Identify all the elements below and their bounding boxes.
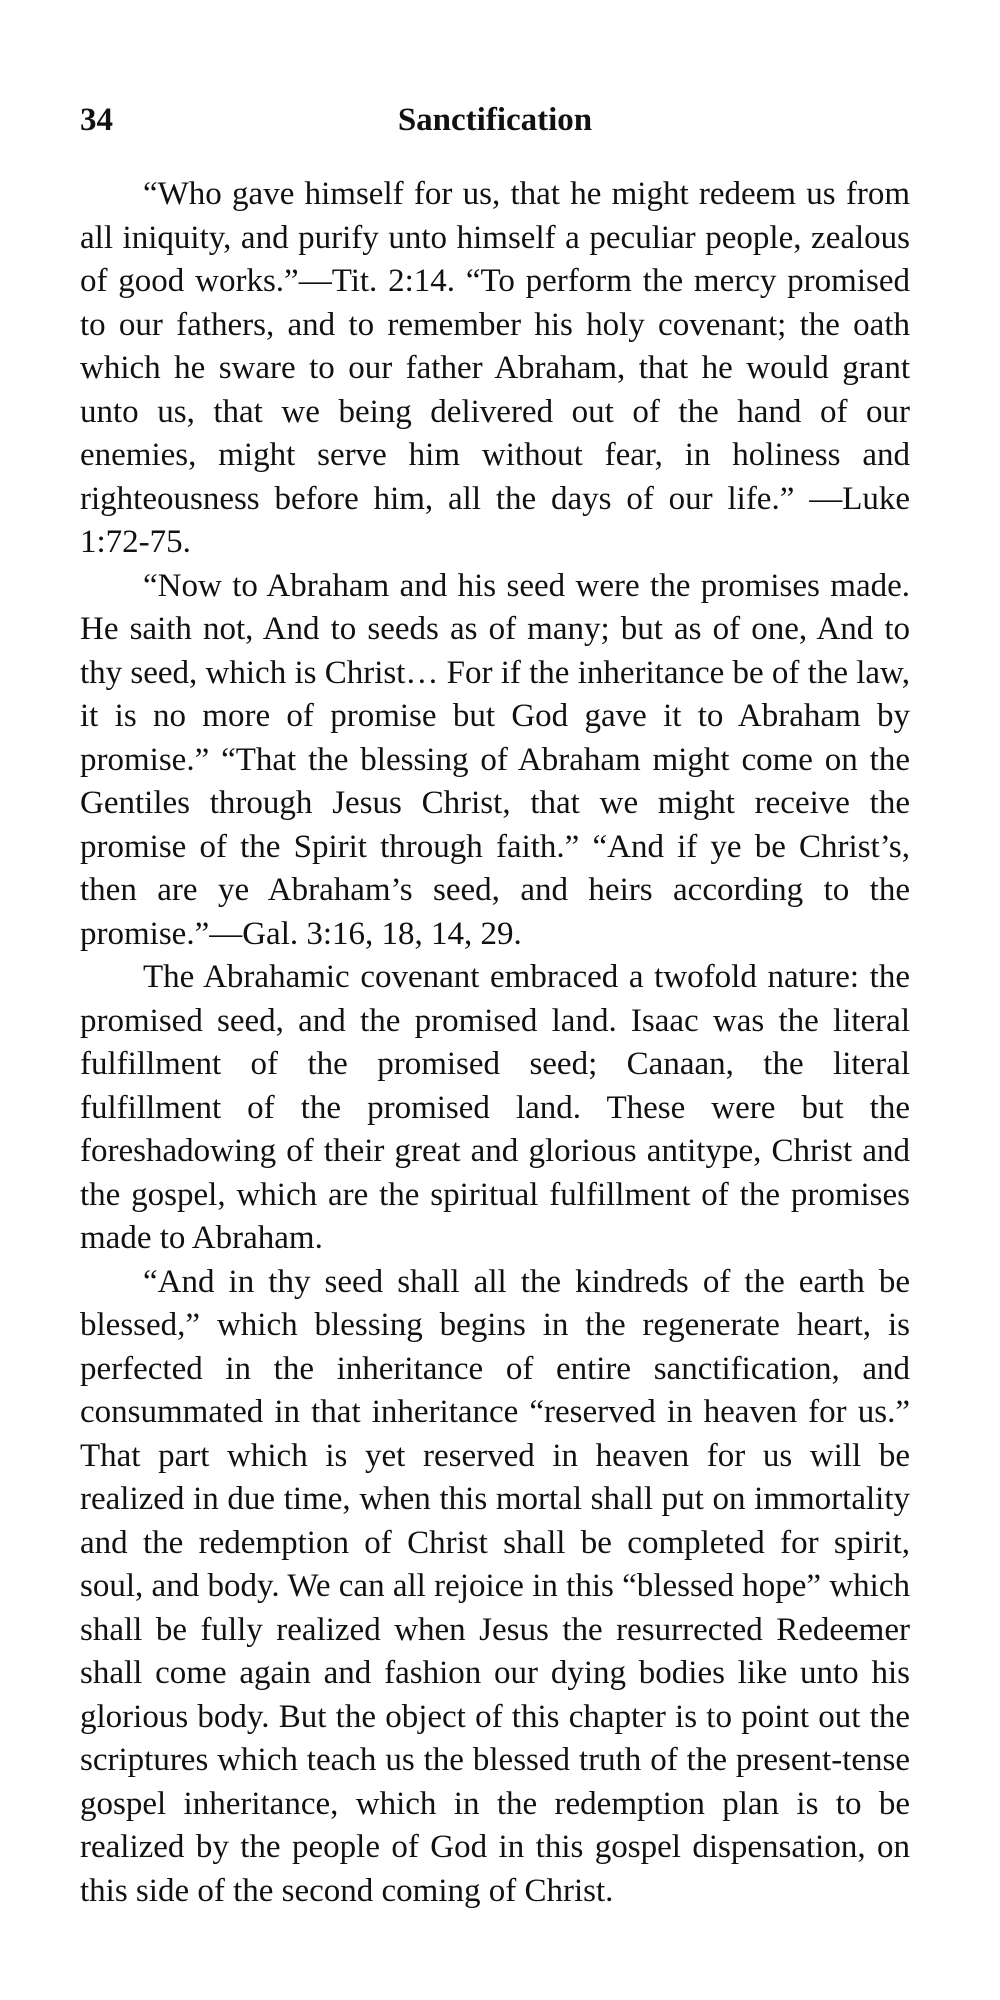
paragraph-abrahamic-covenant: The Abrahamic covenant embraced a twofold nature: the promised seed, and the promised land. Isaac was the literal fulfillment of the promised seed; Canaan, the literal fulfillment of the promised land. These were but the foreshadowing of their great and glorious antitype, Christ and the gospel, which are the spiritual fulfillment of the promises made to Abraham. bbox=[80, 959, 910, 1256]
paragraph-titus-luke-quote: “Who gave himself for us, that he might redeem us from all iniquity, and purify unto himself a peculiar people, zealous of good works.”—Tit. 2:14. “To perform the mercy promised to our fathers, and to remember his holy covenant; the oath which he sware to our father Abraham, that he would grant unto us, that we being delivered out of the hand of our enemies, might serve him without fear, in holiness and righteousness before him, all the days of our life.” —Luke 1:72-75. bbox=[80, 176, 910, 560]
paragraph-galatians-quote: “Now to Abraham and his seed were the promises made. He saith not, And to seeds as of many; but as of one, And to thy seed, which is Christ… For if the inheritance be of the law, it is no more of promise but God gave it to Abraham by promise.” “That the blessing of Abraham might come on the Gentiles through Jesus Christ, that we might receive the promise of the Spirit through faith.” “And if ye be Christ’s, then are ye Abraham’s seed, and heirs according to the promise.”—Gal. 3:16, 18, 14, 29. bbox=[80, 567, 910, 952]
running-title: Sanctification bbox=[397, 102, 593, 138]
paragraph-blessing-of-seed: “And in thy seed shall all the kindreds of the earth be blessed,” which blessing begins in the regenerate heart, is perfected in the inheritance of entire sanctification, and consummated in that inheritance “reserved in heaven for us.” That part which is yet reserved in heaven for us will be realized in due time, when this mortal shall put on immortality and the redemption of Christ shall be completed for spirit, soul, and body. We can all rejoice in this “blessed hope” which shall be fully realized when Jesus the resurrected Redeemer shall come again and fashion our dying bodies like unto his glorious body. But the object of this chapter is to point out the scriptures which teach us the blessed truth of the present-tense gospel inheritance, which in the redemption plan is to be realized by the people of God in this gospel dispensation, on this side of the second coming of Christ. bbox=[80, 1263, 910, 1909]
book-page bbox=[80, 100, 910, 1913]
running-head bbox=[80, 100, 910, 140]
page-number: 34 bbox=[80, 102, 113, 138]
body-text bbox=[80, 173, 910, 1913]
